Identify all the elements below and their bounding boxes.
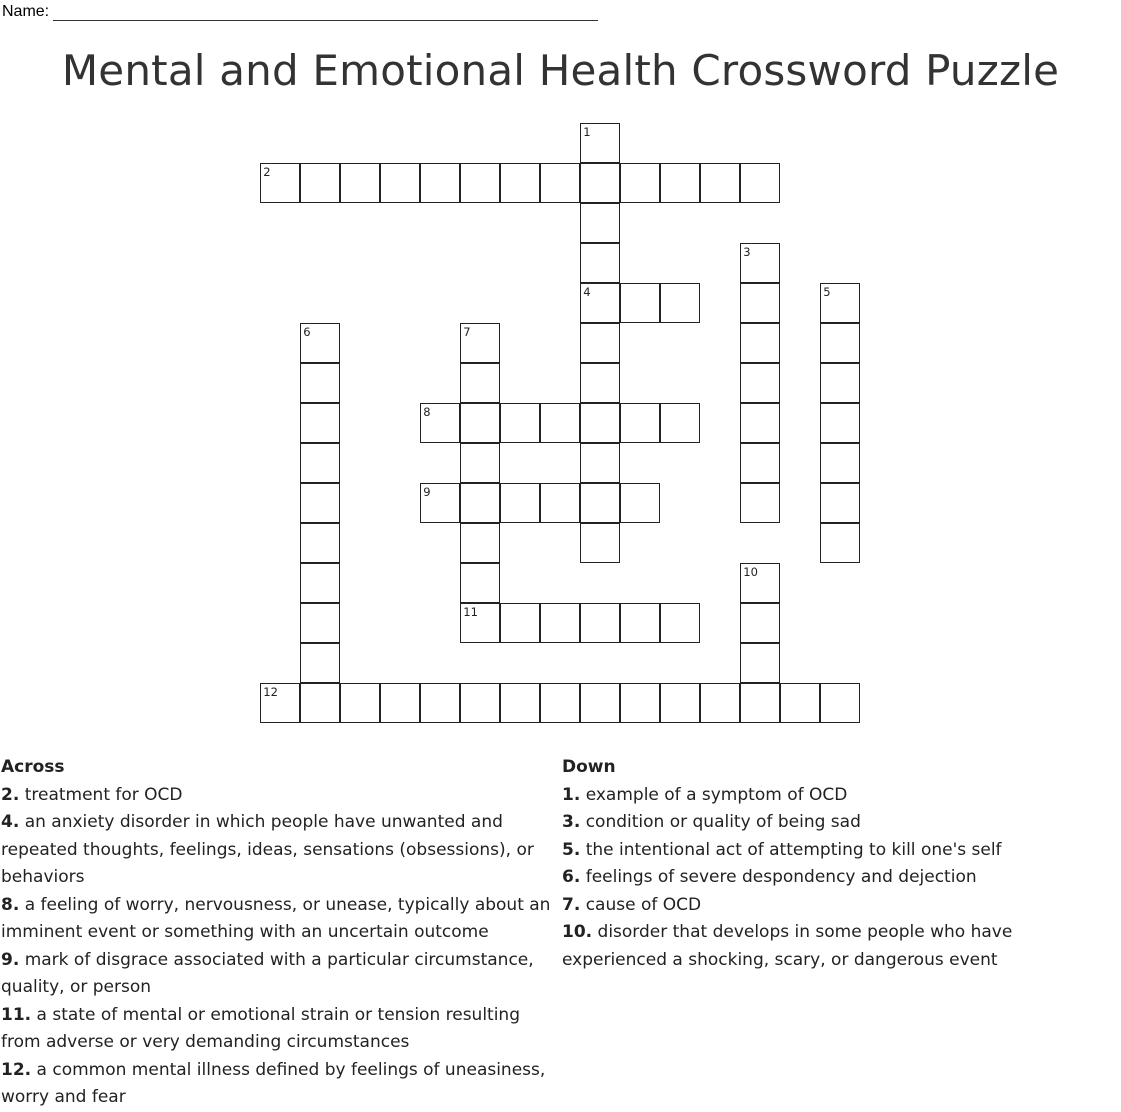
grid-cell[interactable]: [300, 363, 340, 403]
grid-cell[interactable]: [300, 603, 340, 643]
grid-cell[interactable]: [740, 483, 780, 523]
grid-cell[interactable]: [380, 163, 420, 203]
grid-cell[interactable]: [620, 603, 660, 643]
grid-cell[interactable]: [500, 163, 540, 203]
grid-cell[interactable]: [660, 163, 700, 203]
across-clue: [1, 782, 561, 810]
grid-cell[interactable]: [740, 443, 780, 483]
across-clue: [1, 1002, 561, 1057]
grid-cell[interactable]: [700, 163, 740, 203]
grid-cell[interactable]: [460, 603, 500, 643]
grid-cell[interactable]: [580, 443, 620, 483]
clue-text: a state of mental or emotional strain or tension resulting from adverse or very demanding circumstances: [1, 1004, 521, 1052]
grid-cell[interactable]: [460, 363, 500, 403]
clue-number-label: 11.: [1, 1004, 32, 1025]
grid-cell[interactable]: [340, 683, 380, 723]
down-clue: [562, 809, 1117, 837]
clue-number: 12: [263, 685, 278, 700]
grid-cell[interactable]: [460, 563, 500, 603]
clue-text: cause of OCD: [585, 894, 702, 915]
clue-number-label: 3.: [562, 812, 581, 832]
grid-cell[interactable]: [620, 163, 660, 203]
grid-cell[interactable]: [700, 683, 740, 723]
grid-cell[interactable]: [500, 403, 540, 443]
clue-number: 2: [263, 165, 271, 180]
clue-number: 7: [463, 325, 471, 340]
grid-cell[interactable]: [540, 603, 580, 643]
across-heading: Across: [1, 757, 65, 777]
grid-cell[interactable]: [580, 323, 620, 363]
clue-number: 3: [743, 245, 751, 260]
grid-cell[interactable]: [300, 443, 340, 483]
clue-text: the intentional act of attempting to kill one's self: [585, 839, 1002, 860]
grid-cell[interactable]: [580, 603, 620, 643]
down-clue: [562, 864, 1117, 892]
grid-cell[interactable]: [540, 483, 580, 523]
grid-cell[interactable]: [820, 283, 860, 323]
grid-cell[interactable]: [420, 163, 460, 203]
clue-number: 11: [463, 605, 478, 620]
grid-cell[interactable]: [300, 163, 340, 203]
across-clue: [1, 809, 561, 892]
grid-cell[interactable]: [460, 483, 500, 523]
grid-cell[interactable]: [420, 683, 460, 723]
grid-cell[interactable]: [740, 243, 780, 283]
clue-number-label: 5.: [562, 839, 581, 860]
grid-cell[interactable]: [620, 483, 660, 523]
clue-number-label: 9.: [1, 949, 20, 970]
clue-text: feelings of severe despondency and dejection: [585, 867, 977, 887]
grid-cell[interactable]: [300, 683, 340, 723]
grid-cell[interactable]: [460, 403, 500, 443]
grid-cell[interactable]: [740, 603, 780, 643]
clue-number-label: 6.: [562, 867, 581, 887]
grid-cell[interactable]: [620, 403, 660, 443]
grid-cell[interactable]: [500, 483, 540, 523]
clue-number-label: 8.: [1, 894, 20, 915]
grid-cell[interactable]: [660, 403, 700, 443]
clue-text: example of a symptom of OCD: [585, 784, 848, 805]
clue-number-label: 1.: [562, 784, 581, 805]
grid-cell[interactable]: [740, 563, 780, 603]
grid-cell[interactable]: [460, 163, 500, 203]
grid-cell[interactable]: [820, 683, 860, 723]
clue-number: 4: [583, 285, 591, 300]
grid-cell[interactable]: [820, 443, 860, 483]
clue-number: 8: [423, 405, 431, 420]
clue-number: 5: [823, 285, 831, 300]
down-heading: Down: [562, 757, 616, 777]
grid-cell[interactable]: [660, 683, 700, 723]
grid-cell[interactable]: [660, 283, 700, 323]
grid-cell[interactable]: [500, 683, 540, 723]
grid-cell[interactable]: [740, 323, 780, 363]
grid-cell[interactable]: [420, 483, 460, 523]
down-clue: [562, 919, 1117, 974]
across-clues: [1, 754, 561, 1112]
clue-text: a common mental illness defined by feelings of uneasiness, worry and fear: [1, 1059, 546, 1107]
grid-cell[interactable]: [300, 563, 340, 603]
grid-cell[interactable]: [820, 483, 860, 523]
clue-number: 1: [583, 125, 591, 140]
grid-cell[interactable]: [300, 323, 340, 363]
clue-number: 6: [303, 325, 311, 340]
grid-cell[interactable]: [580, 243, 620, 283]
clue-text: disorder that develops in some people who have experienced a shocking, scary, or dangerous event: [562, 922, 1013, 970]
clue-number: 10: [743, 565, 758, 580]
grid-cell[interactable]: [460, 323, 500, 363]
clue-number: 9: [423, 485, 431, 500]
down-clues: [562, 754, 1117, 974]
grid-cell[interactable]: [580, 523, 620, 563]
clue-text: mark of disgrace associated with a particular circumstance, quality, or person: [1, 949, 534, 997]
grid-cell[interactable]: [500, 603, 540, 643]
grid-cell[interactable]: [540, 403, 580, 443]
clue-text: an anxiety disorder in which people have unwanted and repeated thoughts, feelings, ideas, sensations (obsessions), or behaviors: [1, 812, 534, 887]
grid-cell[interactable]: [580, 483, 620, 523]
grid-cell[interactable]: [460, 523, 500, 563]
down-clue: [562, 837, 1117, 865]
clue-number-label: 12.: [1, 1059, 32, 1080]
grid-cell[interactable]: [540, 163, 580, 203]
across-clue: [1, 892, 561, 947]
grid-cell[interactable]: [300, 483, 340, 523]
grid-cell[interactable]: [620, 683, 660, 723]
grid-cell[interactable]: [740, 163, 780, 203]
grid-cell[interactable]: [460, 443, 500, 483]
clue-number-label: 7.: [562, 894, 581, 915]
grid-cell[interactable]: [420, 403, 460, 443]
grid-cell[interactable]: [740, 643, 780, 683]
grid-cell[interactable]: [580, 163, 620, 203]
clue-number-label: 10.: [562, 922, 593, 942]
grid-cell[interactable]: [820, 323, 860, 363]
grid-cell[interactable]: [580, 123, 620, 163]
grid-cell[interactable]: [260, 163, 300, 203]
clue-number-label: 4.: [1, 812, 20, 832]
grid-cell[interactable]: [780, 683, 820, 723]
grid-cell[interactable]: [660, 603, 700, 643]
grid-cell[interactable]: [580, 363, 620, 403]
clue-text: a feeling of worry, nervousness, or unease, typically about an imminent event or something with an uncertain outcome: [1, 894, 551, 942]
grid-cell[interactable]: [580, 203, 620, 243]
grid-cell[interactable]: [580, 683, 620, 723]
grid-cell[interactable]: [340, 163, 380, 203]
grid-cell[interactable]: [260, 683, 300, 723]
clue-text: treatment for OCD: [24, 784, 183, 805]
down-clue: [562, 782, 1117, 810]
grid-cell[interactable]: [300, 643, 340, 683]
grid-cell[interactable]: [580, 283, 620, 323]
down-clue: [562, 892, 1117, 920]
name-label: Name:: [2, 3, 50, 20]
grid-cell[interactable]: [620, 283, 660, 323]
grid-cell[interactable]: [740, 403, 780, 443]
grid-cell[interactable]: [580, 403, 620, 443]
clue-text: condition or quality of being sad: [585, 812, 861, 832]
grid-cell[interactable]: [740, 363, 780, 403]
grid-cell[interactable]: [740, 683, 780, 723]
grid-cell[interactable]: [740, 283, 780, 323]
grid-cell[interactable]: [820, 523, 860, 563]
grid-cell[interactable]: [540, 683, 580, 723]
grid-cell[interactable]: [300, 523, 340, 563]
grid-cell[interactable]: [300, 403, 340, 443]
grid-cell[interactable]: [380, 683, 420, 723]
grid-cell[interactable]: [460, 683, 500, 723]
across-clue: [1, 1057, 561, 1112]
grid-cell[interactable]: [820, 403, 860, 443]
clue-number-label: 2.: [1, 784, 20, 805]
page-title: Mental and Emotional Health Crossword Puzzle: [61, 46, 1060, 95]
across-clue: [1, 947, 561, 1002]
grid-cell[interactable]: [820, 363, 860, 403]
